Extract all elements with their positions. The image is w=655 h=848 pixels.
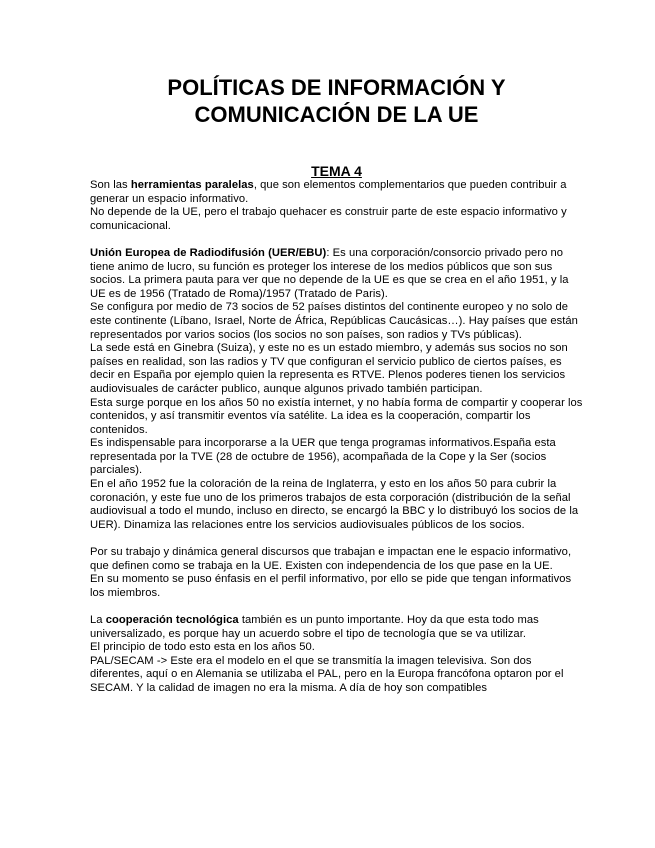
section-heading: TEMA 4: [311, 163, 362, 179]
title-line-2: COMUNICACIÓN DE LA UE: [194, 102, 479, 127]
paragraph-origen: Esta surge porque en los años 50 no existía internet, y no había forma de compartir y cooperar los contenidos, y así transmitir eventos vía satélite. La idea es la cooperación, compartir los contenidos.: [90, 396, 583, 436]
paragraph-sede: La sede está en Ginebra (Suiza), y este no es un estado miembro, y además sus socios no son países en realidad, son las radios y TV que configuran el servicio publico de ciertos países, es decir en España por ejemplo quien la representa es RTVE. Plenos poderes tienen los servicios audiovisuales de carácter publico, aunque algunos privado también participan.: [90, 342, 568, 395]
document-title: [90, 74, 583, 128]
paragraph-no-depende: No depende de la UE, pero el trabajo quehacer es construir parte de este espacio informativo y comunicacional.: [90, 206, 567, 232]
paragraph-pal-secam: PAL/SECAM -> Este era el modelo en el que se transmitía la imagen televisiva. Son dos diferentes, aquí o en Alemania se utilizaba el PAL, pero en la Europa francófona optaron por el SECAM. Y la calidad de imagen no era la misma. A día de hoy son compatibles: [90, 654, 564, 694]
title-line-1: POLÍTICAS DE INFORMACIÓN Y: [167, 75, 506, 100]
paragraph-dinamica: Por su trabajo y dinámica general discursos que trabajan e impactan ene le espacio informativo, que definen como se trabaja en la UE. Existen con independencia de los que pase en la UE.: [90, 546, 572, 572]
paragraph-uer: Unión Europea de Radiodifusión (UER/EBU): Es una corporación/consorcio privado pero no tiene animo de lucro, su función es proteger los interese de los medios públicos que son sus socios. La primera pauta para ver que no depende de la UE es que se crea en el año 1951, y la UE es de 1956 (Tratado de Roma)/1957 (Tratado de Paris).: [90, 246, 569, 300]
bold-term: Unión Europea de Radiodifusión (UER/EBU): [90, 246, 327, 259]
paragraph-socios: Se configura por medio de 73 socios de 52 países distintos del continente europeo y no solo de este continente (Líbano, Israel, Norte de África, Repúblicas Caucásicas…). Hay países que están representados por varios socios (los socios no son países, son radios y TVs públicas).: [90, 301, 578, 341]
paragraph-principio: El principio de todo esto esta en los años 50.: [90, 641, 315, 654]
bold-term: herramientas paralelas: [130, 179, 254, 191]
paragraph-cooperacion: La cooperación tecnológica también es un punto importante. Hoy da que esta todo mas universalizado, es porque hay un acuerdo sobre el tipo de tecnología que se va utilizar.: [90, 614, 539, 640]
paragraph-requisitos: Es indispensable para incorporarse a la UER que tenga programas informativos.España esta representada por la TVE (28 de octubre de 1956), acompañada de la Cope y la Ser (socios parciales).: [90, 437, 556, 477]
paragraph-coronacion: En el año 1952 fue la coloración de la reina de Inglaterra, y esto en los años 50 para cubrir la coronación, y este fue uno de los primeros trabajos de esta corporación (distribución de la señal audiovisual a todo el mundo, incluso en directo, se encargó la BBC y lo distribuyó los socios de la UER). Dinamiza las relaciones entre los servicios audiovisuales públicos de los socios.: [90, 478, 579, 531]
bold-term: cooperación tecnológica: [105, 614, 239, 626]
paragraph-herramientas: Son las herramientas paralelas, que son elementos complementarios que pueden contribuir a generar un espacio informativo.: [90, 179, 567, 205]
document-body: [90, 179, 583, 696]
paragraph-perfil-informativo: En su momento se puso énfasis en el perfil informativo, por ello se pide que tengan informativos los miembros.: [90, 573, 572, 599]
